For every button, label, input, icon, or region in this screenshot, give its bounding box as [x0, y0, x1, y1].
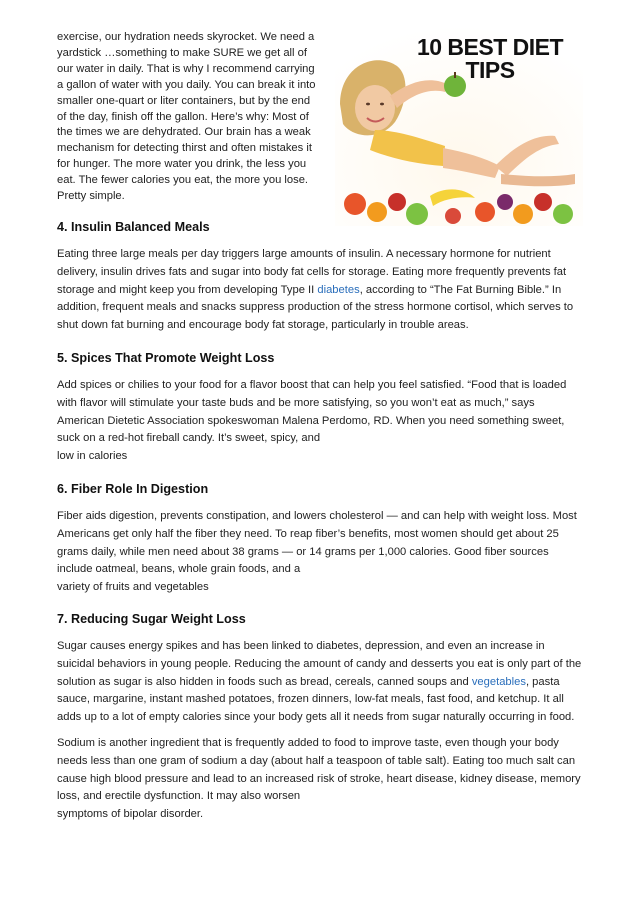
intro-paragraph: exercise, our hydration needs skyrocket. We need a yardstick …something to make SURE we get all of our water in daily. That is why I recommend carrying a gallon of water with you daily. You can break it into smaller one-quart or liter containers, but by the end of the day, finish off the gallon. Here’s why: Most of the times we are dehydrated. Our brain has a weak mechanism for detecting thirst and often mistakes it for hunger. The more water you drink, the less you eat. The fewer calories you eat, the more you lose. Pretty simple. — [57, 31, 316, 203]
vegetables-link[interactable]: vegetables — [471, 675, 526, 688]
section-paragraph — [57, 246, 582, 335]
section-heading: 4. Insulin Balanced Meals — [57, 220, 210, 234]
section-paragraph-tail: variety of fruits and vegetables — [57, 581, 209, 594]
section-paragraph: Fiber aids digestion, prevents constipation, and lowers cholesterol — and can help with weight loss. Most Americans get only half the fiber they need. To reap fiber’s benefits, most women should get about 25 grams daily, while men need about 38 grams — or 14 grams per 1,000 calories. Good fiber sources include oatmeal, beans, whole grain foods, and a — [57, 510, 577, 576]
section-fiber — [57, 482, 582, 597]
section-spices — [57, 351, 582, 466]
paragraph-text: Sugar causes energy spikes and has been linked to diabetes, depression, and even an increase in suicidal behaviors in young people. Reducing the amount of candy and desserts you eat is only part of the solution as sugar is also hidden in foods such as bread, cereals, canned soups and — [57, 640, 582, 688]
section-heading: 7. Reducing Sugar Weight Loss — [57, 612, 246, 626]
section-heading: 5. Spices That Promote Weight Loss — [57, 351, 275, 365]
hero-title — [405, 36, 575, 82]
section-paragraph-tail: symptoms of bipolar disorder. — [57, 808, 204, 821]
section-heading: 6. Fiber Role In Digestion — [57, 482, 209, 496]
diet-tips-image — [335, 26, 583, 226]
diabetes-link[interactable]: diabetes — [317, 283, 360, 296]
section-insulin — [57, 220, 582, 335]
paragraph-text: , according to “The Fat Burning Bible.” In addition, frequent meals and snacks suppress production of the stress hormone cortisol, which serves to shut down fat burning and encourage body fat storage, particularly in trouble areas. — [57, 283, 574, 332]
section-sugar — [57, 612, 582, 824]
paragraph-text: , pasta sauce, margarine, instant mashed potatoes, frozen dinners, low-fat meals, fast food, and ketchup. It all adds up to a lot of empty calories since your body gets all it needs from sugar naturally occurring in food. — [57, 675, 575, 724]
section-paragraph — [57, 638, 582, 727]
hero-title-line1: 10 BEST DIET — [416, 34, 564, 60]
section-paragraph: Add spices or chilies to your food for a flavor boost that can help you feel satisfied. “Food that is loaded with flavor will stimulate your taste buds and be more satisfying, so you won’t eat as much,” says American Dietetic Association spokeswoman Malena Perdomo, RD. When you need something sweet, suck on a red-hot fireball candy. It’s sweet, spicy, and — [57, 379, 567, 445]
paragraph-text: Eating three large meals per day triggers large amounts of insulin. A necessary hormone for nutrient delivery, insulin drives fats and sugar into body fat cells for storage. Eating more frequently prevents fat storage and might keep you from developing Type II — [57, 248, 567, 296]
section-paragraph-tail: low in calories — [57, 450, 128, 463]
hero-title-line2: TIPS — [465, 57, 515, 83]
section-paragraph: Sodium is another ingredient that is frequently added to food to improve taste, even though your body needs less than one gram of sodium a day (about half a teaspoon of table salt). Eating too much salt can cause high blood pressure and lead to an increased risk of stroke, heart disease, kidney disease, memory loss, and erectile dysfunction. It may also worsen — [57, 736, 581, 803]
